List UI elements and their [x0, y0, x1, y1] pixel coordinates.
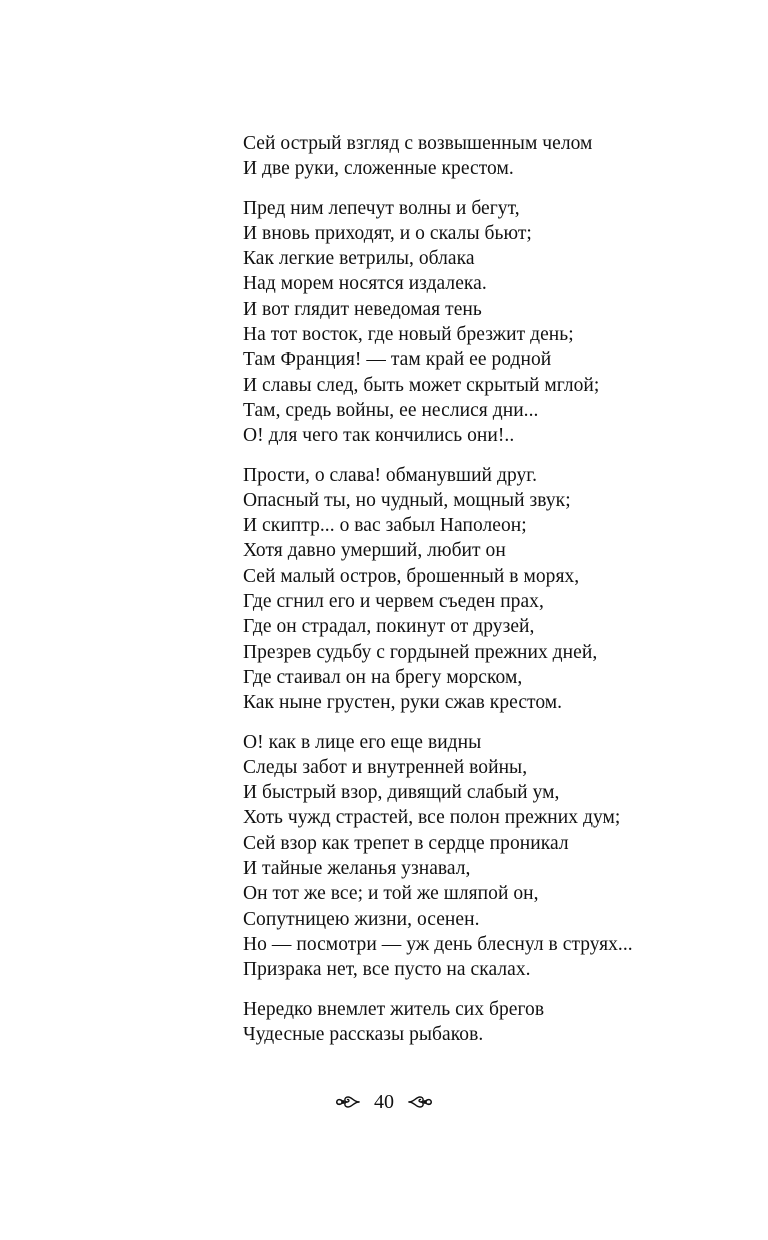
poem-line: Над морем носятся издалека. — [243, 273, 487, 295]
poem-line: Хотя давно умерший, любит он — [243, 540, 506, 562]
fleuron-left-icon — [335, 1094, 361, 1110]
poem-line: Где сгнил его и червем съеден прах, — [243, 591, 544, 613]
poem-line: И две руки, сложенные крестом. — [243, 158, 514, 180]
poem-line: Чудесные рассказы рыбаков. — [243, 1023, 484, 1045]
poem-line: Пред ним лепечут волны и бегут, — [243, 197, 520, 219]
stanza — [243, 131, 743, 182]
poem-text — [243, 131, 743, 1061]
poem-line: Сей взор как трепет в сердце проникал — [243, 832, 569, 854]
poem-line: И вновь приходят, и о скалы бьют; — [243, 222, 532, 244]
poem-line: Сей острый взгляд с возвышенным челом — [243, 133, 593, 154]
poem-line: Нередко внемлет житель сих брегов — [243, 998, 545, 1020]
poem-line: Как легкие ветрилы, облака — [243, 248, 475, 270]
poem-line: И скиптр... о вас забыл Наполеон; — [243, 515, 527, 537]
poem-line: Призрака нет, все пусто на скалах. — [243, 959, 531, 981]
poem-line: Он тот же все; и той же шляпой он, — [243, 883, 539, 905]
poem-line: Где он страдал, покинут от друзей, — [243, 616, 535, 638]
poem-line: Хоть чужд страстей, все полон прежних дум; — [243, 807, 621, 829]
poem-line: Презрев судьбу с гордыней прежних дней, — [243, 641, 598, 663]
stanza — [243, 463, 743, 716]
poem-line: Там, средь войны, ее неслися дни... — [243, 399, 539, 421]
poem-line: О! как в лице его еще видны — [243, 731, 482, 753]
stanza — [243, 997, 743, 1048]
page-number: 40 — [374, 1091, 394, 1114]
poem-line: Сопутницею жизни, осенен. — [243, 908, 480, 930]
poem-line: Опасный ты, но чудный, мощный звук; — [243, 489, 571, 511]
poem-line: Где стаивал он на брегу морском, — [243, 666, 523, 688]
poem-line: Как ныне грустен, руки сжав крестом. — [243, 692, 563, 714]
page-footer — [0, 1089, 768, 1114]
poem-line: И славы след, быть может скрытый мглой; — [243, 374, 600, 396]
poem-line: О! для чего так кончились они!.. — [243, 425, 515, 447]
stanza — [243, 730, 743, 983]
poem-line: Но — посмотри — уж день блеснул в струях... — [243, 933, 633, 955]
poem-line: И вот глядит неведомая тень — [243, 298, 482, 320]
poem-line: И тайные желанья узнавал, — [243, 858, 471, 880]
poem-line: Следы забот и внутренней войны, — [243, 756, 528, 778]
poem-line: Там Франция! — там край ее родной — [243, 349, 552, 371]
poem-line: Сей малый остров, брошенный в морях, — [243, 565, 580, 587]
poem-line: И быстрый взор, дивящий слабый ум, — [243, 782, 560, 804]
stanza — [243, 196, 743, 449]
poem-line: На тот восток, где новый брезжит день; — [243, 324, 574, 346]
poem-line: Прости, о слава! обманувший друг. — [243, 464, 538, 486]
fleuron-right-icon — [407, 1094, 433, 1110]
